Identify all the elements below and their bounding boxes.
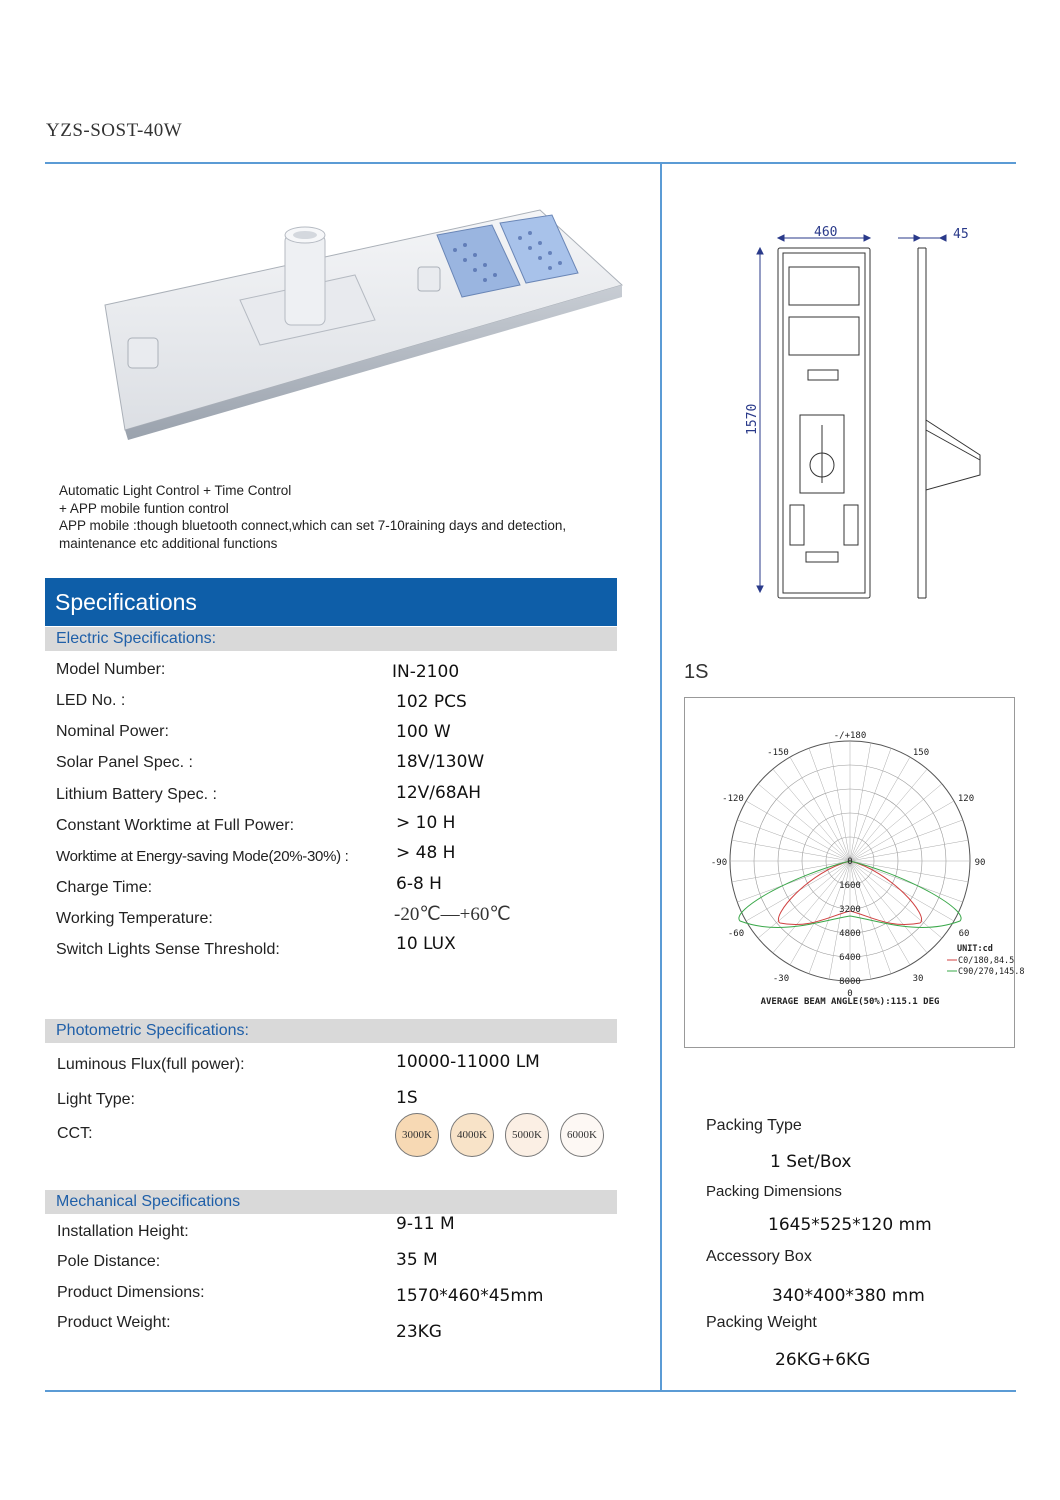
angle-label-neg60: -60 [727, 929, 745, 939]
angle-label-neg120: -120 [722, 794, 744, 804]
radial-label: 0 [847, 857, 853, 867]
spec-label-led-no: LED No. : [56, 692, 126, 709]
product-photo [100, 205, 625, 445]
spec-label-constant-worktime: Constant Worktime at Full Power: [56, 817, 295, 834]
spec-value-luminous-flux: 10000-11000 LM [396, 1052, 540, 1072]
cct-swatch-5000k: 5000K [505, 1113, 549, 1157]
spec-value-led-no: 102 PCS [396, 692, 467, 712]
depth-dimension: 45 [953, 227, 969, 242]
polar-chart [685, 698, 1025, 1049]
packing-type-value: 1 Set/Box [770, 1152, 852, 1172]
spec-value-constant-worktime: > 10 H [396, 813, 456, 833]
angle-label-neg30: -30 [772, 974, 790, 984]
spec-value-nominal-power: 100 W [396, 722, 451, 742]
page-title: YZS-SOST-40W [46, 120, 183, 141]
spec-label-switch-threshold: Switch Lights Sense Threshold: [56, 941, 280, 958]
photometric-specs-heading: Photometric Specifications: [45, 1019, 617, 1043]
spec-value-working-temperature: -20℃—+60℃ [394, 904, 511, 925]
packing-type-label: Packing Type [706, 1117, 802, 1134]
mechanical-specs-heading: Mechanical Specifications [45, 1190, 617, 1214]
spec-label-cct: CCT: [57, 1125, 93, 1142]
angle-label-30: 30 [912, 974, 924, 984]
accessory-box-value: 340*400*380 mm [772, 1286, 925, 1306]
radial-label: 3200 [839, 905, 861, 915]
spec-value-product-weight: 23KG [396, 1322, 442, 1342]
spec-value-switch-threshold: 10 LUX [396, 934, 456, 954]
footer-divider [45, 1390, 1016, 1392]
cct-swatch-6000k: 6000K [560, 1113, 604, 1157]
unit-label: UNIT:cd [957, 944, 993, 954]
spec-label-working-temperature: Working Temperature: [56, 910, 213, 927]
radial-label: 0 [847, 989, 853, 999]
packing-weight-label: Packing Weight [706, 1314, 817, 1331]
dimension-drawing [740, 220, 980, 605]
specifications-heading: Specifications [45, 578, 617, 626]
length-dimension: 1570 [745, 403, 760, 435]
spec-label-luminous-flux: Luminous Flux(full power): [57, 1056, 245, 1073]
light-distribution-type: 1S [684, 661, 709, 683]
spec-label-installation-height: Installation Height: [57, 1223, 189, 1240]
legend-c0: C0/180,84.5 [958, 956, 1015, 966]
spec-label-pole-distance: Pole Distance: [57, 1253, 161, 1270]
legend-c90: C90/270,145.8 [958, 967, 1025, 977]
angle-label-180: -/+180 [833, 731, 867, 741]
angle-label-neg90: -90 [710, 858, 728, 868]
angle-label-90: 90 [974, 858, 986, 868]
description-line: APP mobile :though bluetooth connect,which can set 7-10raining days and detection, [59, 518, 567, 533]
angle-label-120: 120 [957, 794, 975, 804]
accessory-box-label: Accessory Box [706, 1248, 812, 1265]
column-divider [660, 162, 662, 1392]
angle-label-60: 60 [958, 929, 970, 939]
radial-label: 1600 [839, 881, 861, 891]
spec-label-light-type: Light Type: [57, 1091, 135, 1108]
spec-value-pole-distance: 35 M [396, 1250, 438, 1270]
electric-specs-heading: Electric Specifications: [45, 627, 617, 651]
description-line: + APP mobile funtion control [59, 500, 229, 516]
cct-swatch-3000k: 3000K [395, 1113, 439, 1157]
spec-value-light-type: 1S [396, 1088, 418, 1108]
width-dimension: 460 [814, 225, 838, 240]
beam-angle-footer: AVERAGE BEAM ANGLE(50%):115.1 DEG [760, 997, 940, 1007]
radial-label: 4800 [839, 929, 861, 939]
description-line: Automatic Light Control + Time Control [59, 483, 292, 498]
packing-weight-value: 26KG+6KG [775, 1350, 871, 1370]
spec-value-model-number: IN-2100 [392, 662, 460, 682]
angle-label-neg150: -150 [767, 748, 789, 758]
angle-label-150: 150 [912, 748, 930, 758]
description-line: maintenance etc additional functions [59, 535, 278, 551]
spec-value-energy-saving-worktime: > 48 H [396, 843, 456, 863]
spec-label-nominal-power: Nominal Power: [56, 723, 169, 740]
spec-value-solar-panel: 18V/130W [396, 752, 485, 772]
spec-label-product-dimensions: Product Dimensions: [57, 1284, 205, 1301]
spec-label-model-number: Model Number: [56, 661, 166, 678]
feature-description [59, 482, 566, 552]
polar-chart-frame [684, 697, 1025, 1048]
spec-label-charge-time: Charge Time: [56, 879, 153, 896]
spec-value-product-dimensions: 1570*460*45mm [396, 1286, 544, 1306]
radial-label: 8000 [839, 977, 861, 987]
spec-label-product-weight: Product Weight: [57, 1314, 171, 1331]
spec-value-installation-height: 9-11 M [396, 1214, 455, 1234]
packing-dimensions-value: 1645*525*120 mm [768, 1215, 932, 1235]
cct-swatch-4000k: 4000K [450, 1113, 494, 1157]
header-divider [45, 162, 1016, 164]
spec-label-solar-panel: Solar Panel Spec. : [56, 754, 193, 771]
packing-dimensions-label: Packing Dimensions [706, 1183, 842, 1200]
spec-label-energy-saving-worktime: Worktime at Energy-saving Mode(20%-30%) : [56, 848, 349, 865]
spec-value-charge-time: 6-8 H [396, 874, 442, 894]
spec-value-lithium-battery: 12V/68AH [396, 783, 482, 803]
radial-label: 6400 [839, 953, 861, 963]
spec-label-lithium-battery: Lithium Battery Spec. : [56, 786, 217, 803]
